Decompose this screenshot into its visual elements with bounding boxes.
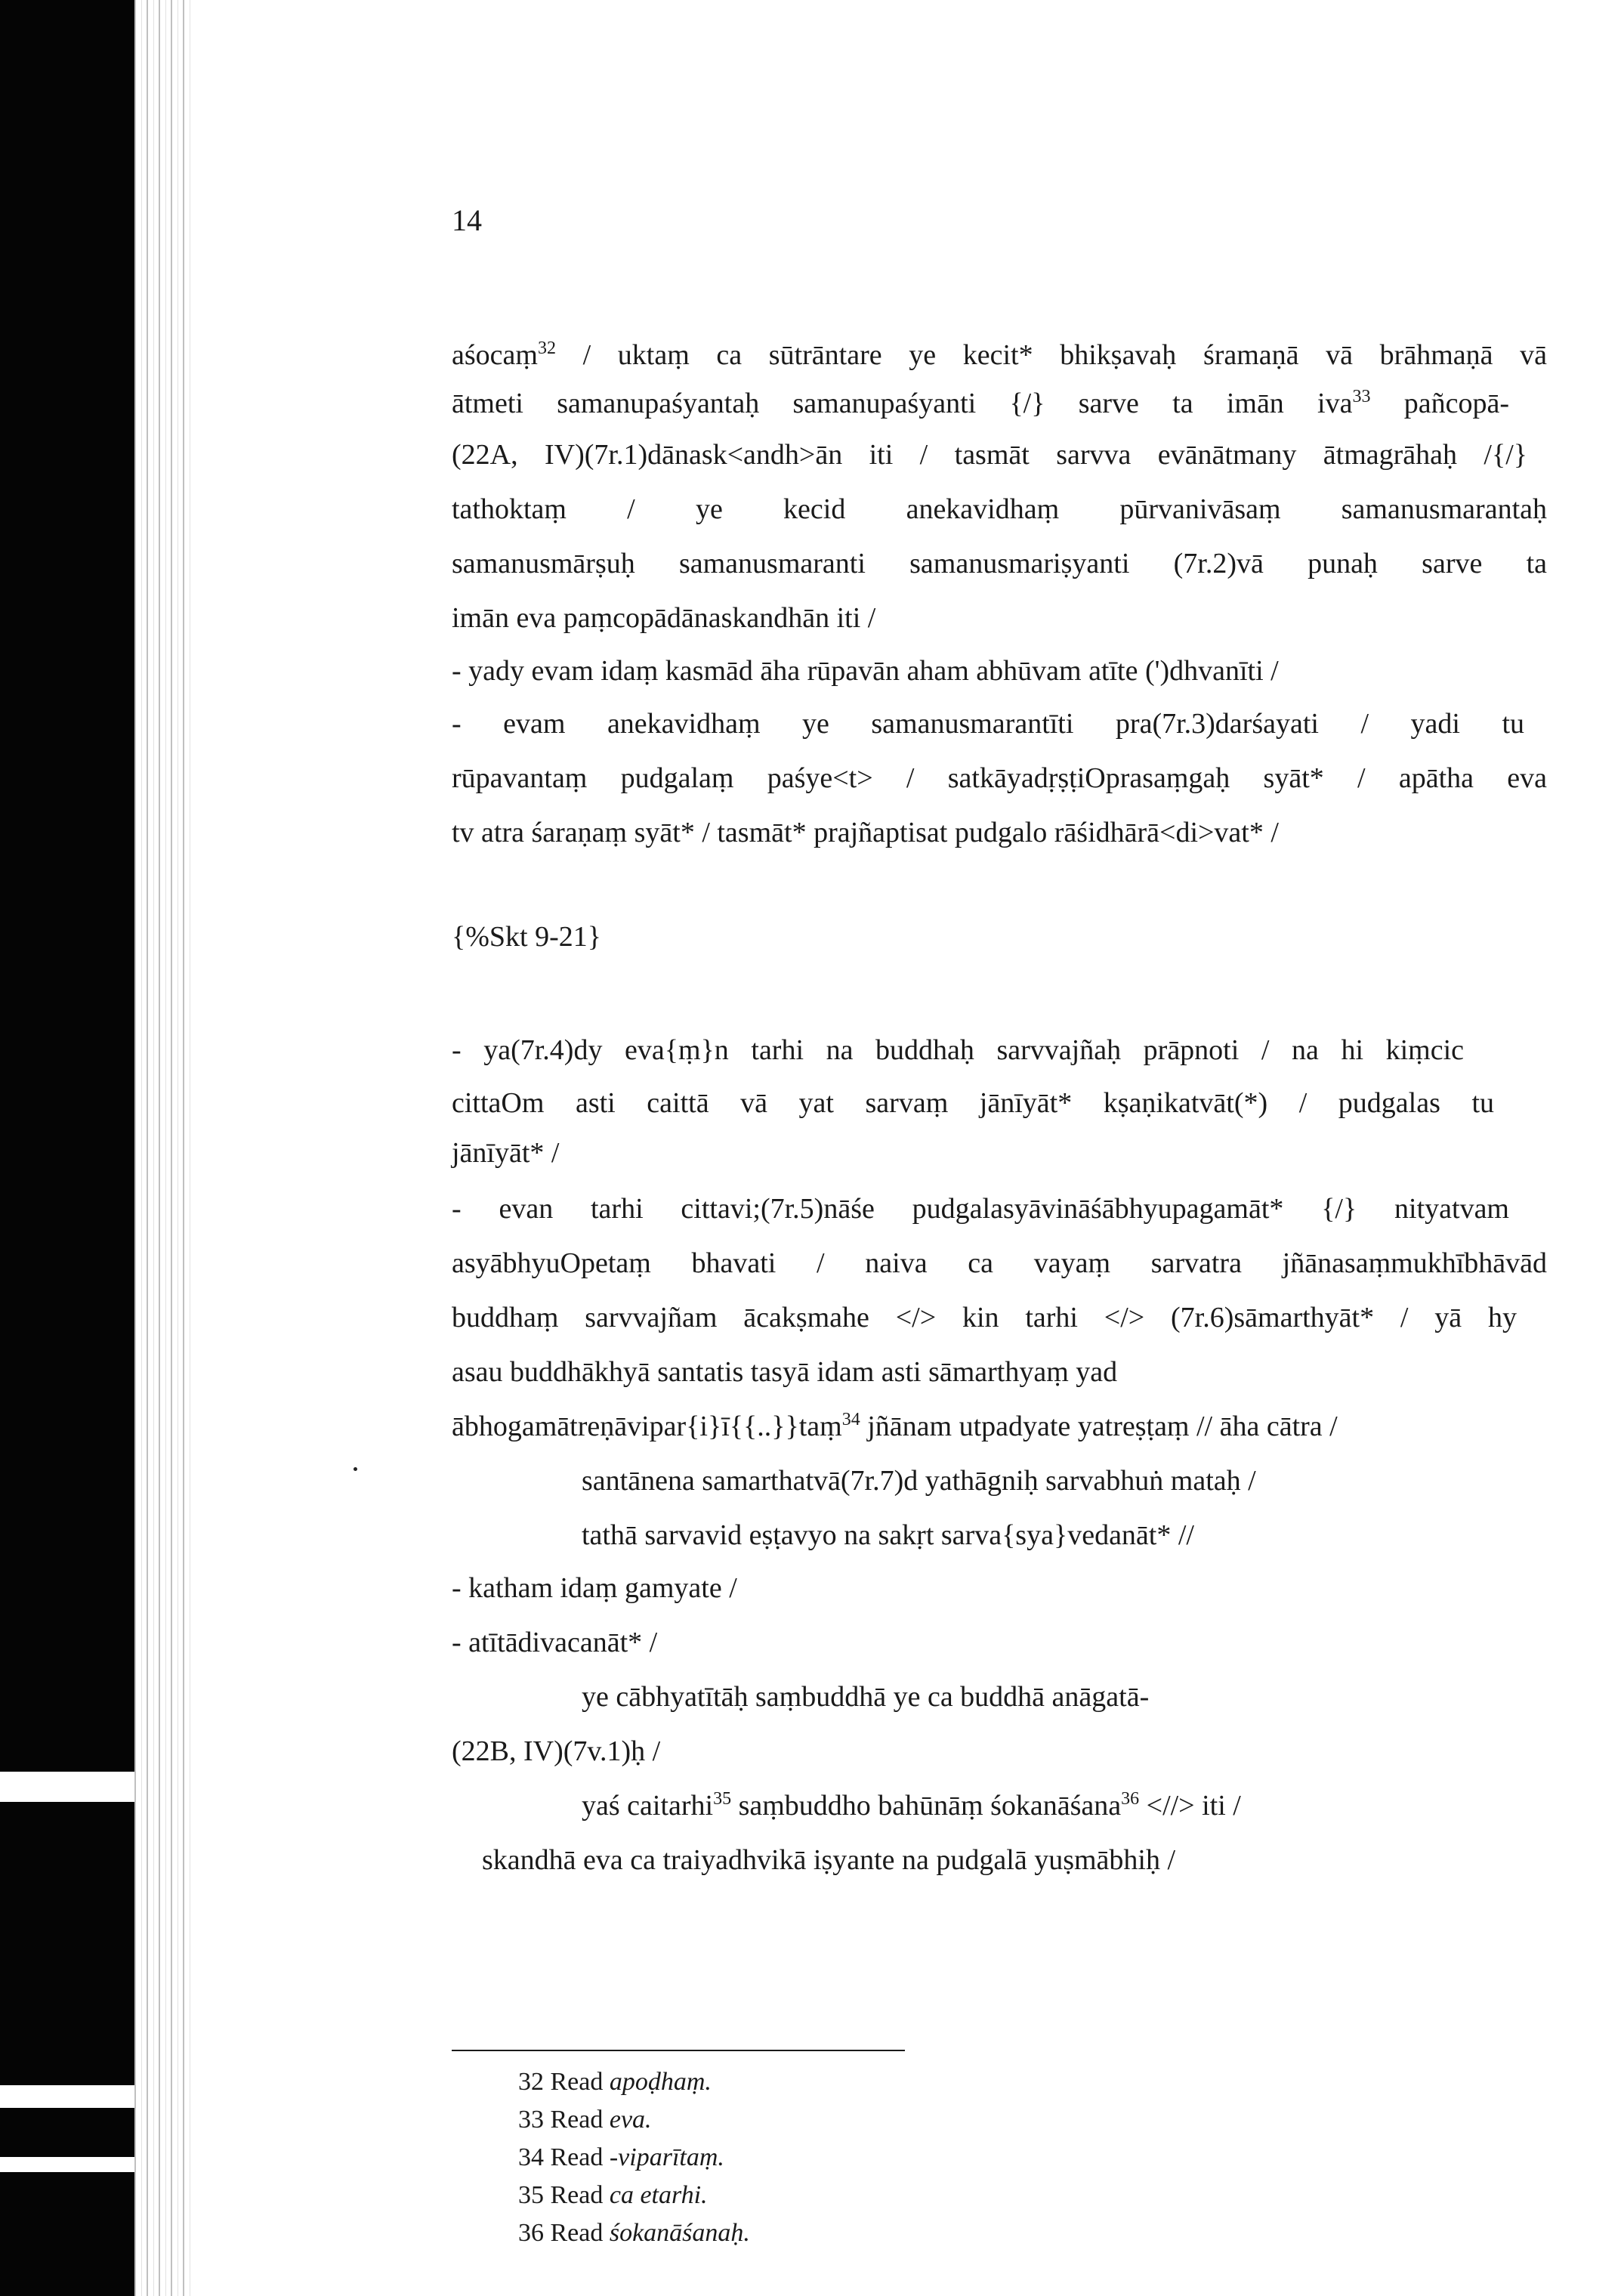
scan-notch — [0, 2085, 134, 2108]
text-line: - yady evam idaṃ kasmād āha rūpavān aham abhūvam atīte (')dhvanīti / — [452, 655, 1279, 687]
text-line: - atītādivacanāt* / — [452, 1627, 658, 1658]
text-line: - katham idaṃ gamyate / — [452, 1572, 737, 1604]
text-line: aśocaṃ$^{32}$ / uktaṃ ca sūtrāntare ye kecit* bhikṣavaḥ śramaṇā vā brāhmaṇā vā — [452, 338, 1547, 371]
text-line: - ya(7r.4)dy eva{ṃ}n tarhi na buddhaḥ sarvvajñaḥ prāpnoti / na hi kiṃcic — [452, 1034, 1464, 1066]
text-line: buddhaṃ sarvvajñam ācakṣmahe </> kin tarhi </> (7r.6)sāmarthyāt* / yā hy — [452, 1302, 1517, 1333]
text-line: ābhogamātreṇāvipar{i}ī{{..}}taṃ$^{34}$ jñānam utpadyate yatreṣṭaṃ // āha cātra / — [452, 1410, 1338, 1442]
scan-border-left — [0, 0, 134, 2296]
text-line: tathoktaṃ / ye kecid anekavidhaṃ pūrvanivāsaṃ samanusmarantaḥ — [452, 493, 1547, 525]
verse-line: santānena samarthatvā(7r.7)d yathāgniḥ sarvabhuṅ mataḥ / — [582, 1465, 1256, 1497]
verse-line: yaś caitarhi$^{35}$ saṃbuddho bahūnāṃ śokanāśana$^{36}$ <//> iti / — [582, 1789, 1241, 1822]
scan-notch — [0, 1772, 134, 1802]
text-line: asyābhyuOpetaṃ bhavati / naiva ca vayaṃ sarvatra jñānasaṃmukhībhāvād — [452, 1247, 1547, 1279]
footnote-separator — [452, 2050, 905, 2051]
text-line: cittaOm asti caittā vā yat sarvaṃ jānīyāt* kṣaṇikatvāt(*) / pudgalas tu — [452, 1087, 1494, 1119]
text-line: (22B, IV)(7v.1)ḥ / — [452, 1735, 661, 1767]
footnote: 36 Read śokanāśanaḥ. — [518, 2219, 750, 2247]
text-line: - evam anekavidhaṃ ye samanusmarantīti pra(7r.3)darśayati / yadi tu — [452, 708, 1524, 740]
footnote: 32 Read apoḍhaṃ. — [518, 2068, 712, 2096]
scan-notch — [0, 2157, 134, 2172]
scan-speck — [354, 1467, 357, 1471]
text-line: tv atra śaraṇaṃ syāt* / tasmāt* prajñaptisat pudgalo rāśidhārā<di>vat* / — [452, 817, 1279, 848]
verse-line: tathā sarvavid eṣṭavyo na sakṛt sarva{sya}vedanāt* // — [582, 1519, 1194, 1551]
verse-line: ye cābhyatītāḥ saṃbuddhā ye ca buddhā anāgatā- — [582, 1681, 1150, 1713]
text-line: rūpavantaṃ pudgalaṃ paśye<t> / satkāyadṛṣṭiOprasaṃgaḥ syāt* / apātha eva — [452, 762, 1547, 794]
text-line: samanusmārṣuḥ samanusmaranti samanusmariṣyanti (7r.2)vā punaḥ sarve ta — [452, 548, 1547, 579]
scan-edge-noise — [134, 0, 195, 2296]
text-line: skandhā eva ca traiyadhvikā iṣyante na pudgalā yuṣmābhiḥ / — [482, 1844, 1176, 1876]
footnote: 33 Read eva. — [518, 2106, 652, 2134]
page-number: 14 — [452, 203, 482, 237]
footnote: 35 Read ca etarhi. — [518, 2181, 708, 2209]
text-line: ātmeti samanupaśyantaḥ samanupaśyanti {/} sarve ta imān iva$^{33}$ pañcopā- — [452, 387, 1509, 419]
footnote: 34 Read -viparītaṃ. — [518, 2143, 724, 2171]
text-line: asau buddhākhyā santatis tasyā idam asti sāmarthyaṃ yad — [452, 1356, 1118, 1388]
section-marker: {%Skt 9-21} — [452, 921, 601, 953]
text-line: (22A, IV)(7r.1)dānask<andh>ān iti / tasmāt sarvva evānātmany ātmagrāhaḥ /{/} — [452, 439, 1527, 471]
text-line: - evan tarhi cittavi;(7r.5)nāśe pudgalasyāvināśābhyupagamāt* {/} nityatvam — [452, 1193, 1509, 1225]
text-line: jānīyāt* / — [452, 1137, 560, 1169]
text-line: imān eva paṃcopādānaskandhān iti / — [452, 602, 876, 634]
